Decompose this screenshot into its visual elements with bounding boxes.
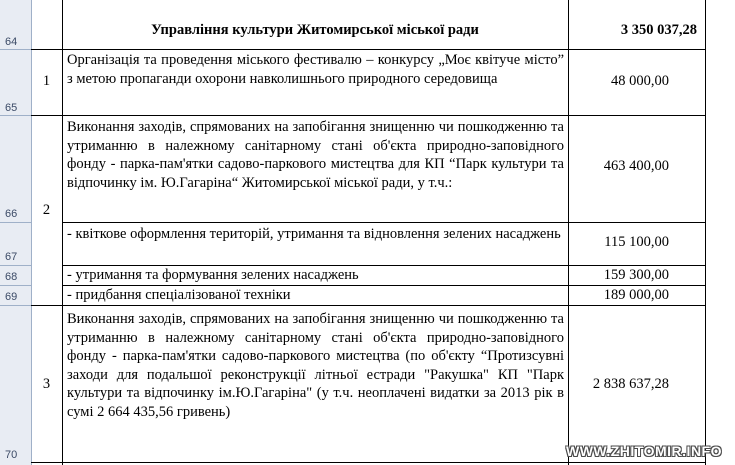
item-2-sub-1[interactable]: - квіткове оформлення територій, утримання та відновлення зелених насаджень bbox=[67, 226, 561, 242]
item-3-amount[interactable]: 2 838 637,28 bbox=[592, 376, 669, 392]
item-2-sub-1-amount[interactable]: 115 100,00 bbox=[604, 234, 669, 250]
item-number-1[interactable]: 1 bbox=[42, 73, 51, 89]
grid-line bbox=[705, 0, 706, 465]
grid-line bbox=[31, 115, 705, 116]
grid-line bbox=[62, 0, 63, 465]
department-title[interactable]: Управління культури Житомирської міської ради bbox=[151, 22, 479, 38]
row-header-67[interactable]: 67 bbox=[5, 251, 18, 263]
site-watermark: WWW.ZHITOMIR.INFO bbox=[566, 443, 722, 459]
row-header-65[interactable]: 65 bbox=[5, 102, 18, 114]
item-2-sub-3[interactable]: - придбання спеціалізованої техніки bbox=[67, 287, 291, 303]
grid-line bbox=[62, 222, 705, 223]
item-2-sub-3-amount[interactable]: 189 000,00 bbox=[603, 287, 669, 303]
item-1-amount[interactable]: 48 000,00 bbox=[611, 73, 669, 89]
item-2-amount[interactable]: 463 400,00 bbox=[603, 158, 669, 174]
item-2-sub-2-amount[interactable]: 159 300,00 bbox=[603, 267, 669, 283]
item-2-sub-2[interactable]: - утримання та формування зелених насаджень bbox=[67, 267, 359, 283]
gutter-divider bbox=[0, 115, 31, 116]
row-header-64[interactable]: 64 bbox=[5, 36, 18, 48]
item-2-description[interactable]: Виконання заходів, спрямованих на запобігання знищенню чи пошкодженню та утриманню в належному санітарному стані об'єкта природно-заповідного фонду - парка-пам'ятки садово-паркового мистецтва для КП “Парк культури та відпочинку ім. Ю.Гагаріна“ Житомирської міської ради, у т.ч.: bbox=[67, 119, 564, 191]
grid-line bbox=[31, 305, 705, 306]
row-header-66[interactable]: 66 bbox=[5, 208, 18, 220]
gutter-divider bbox=[0, 49, 31, 50]
item-number-2[interactable]: 2 bbox=[42, 202, 51, 218]
department-total[interactable]: 3 350 037,28 bbox=[620, 22, 697, 38]
row-header-gutter bbox=[0, 0, 32, 465]
gutter-divider bbox=[0, 222, 31, 223]
item-1-description[interactable]: Організація та проведення міського фестивалю – конкурсу „Моє квітуче місто” з метою пропаганди охорони навколишнього природного середовища bbox=[67, 52, 564, 87]
grid-line bbox=[31, 49, 705, 50]
item-number-3[interactable]: 3 bbox=[42, 376, 51, 392]
row-header-68[interactable]: 68 bbox=[5, 271, 18, 283]
item-3-description[interactable]: Виконання заходів, спрямованих на запобігання знищенню чи пошкодженню та утриманню в належному санітарному стані об'єкта природно-заповідного фонду - парка-пам'ятки садово-паркового мистецтва (по об'єкту “Протизсувні заходи для подальшої реконструкції літньої естради "Ракушка" КП "Парк культури та відпочинку ім.Ю.Гагаріна" (у т.ч. неоплачені видатки за 2013 рік в сумі 2 664 435,56 гривень) bbox=[67, 311, 564, 420]
gutter-divider bbox=[0, 305, 31, 306]
row-header-70[interactable]: 70 bbox=[5, 449, 18, 461]
gutter-divider bbox=[0, 265, 31, 266]
gutter-divider bbox=[0, 285, 31, 286]
grid-line bbox=[31, 462, 705, 463]
row-header-69[interactable]: 69 bbox=[5, 291, 18, 303]
